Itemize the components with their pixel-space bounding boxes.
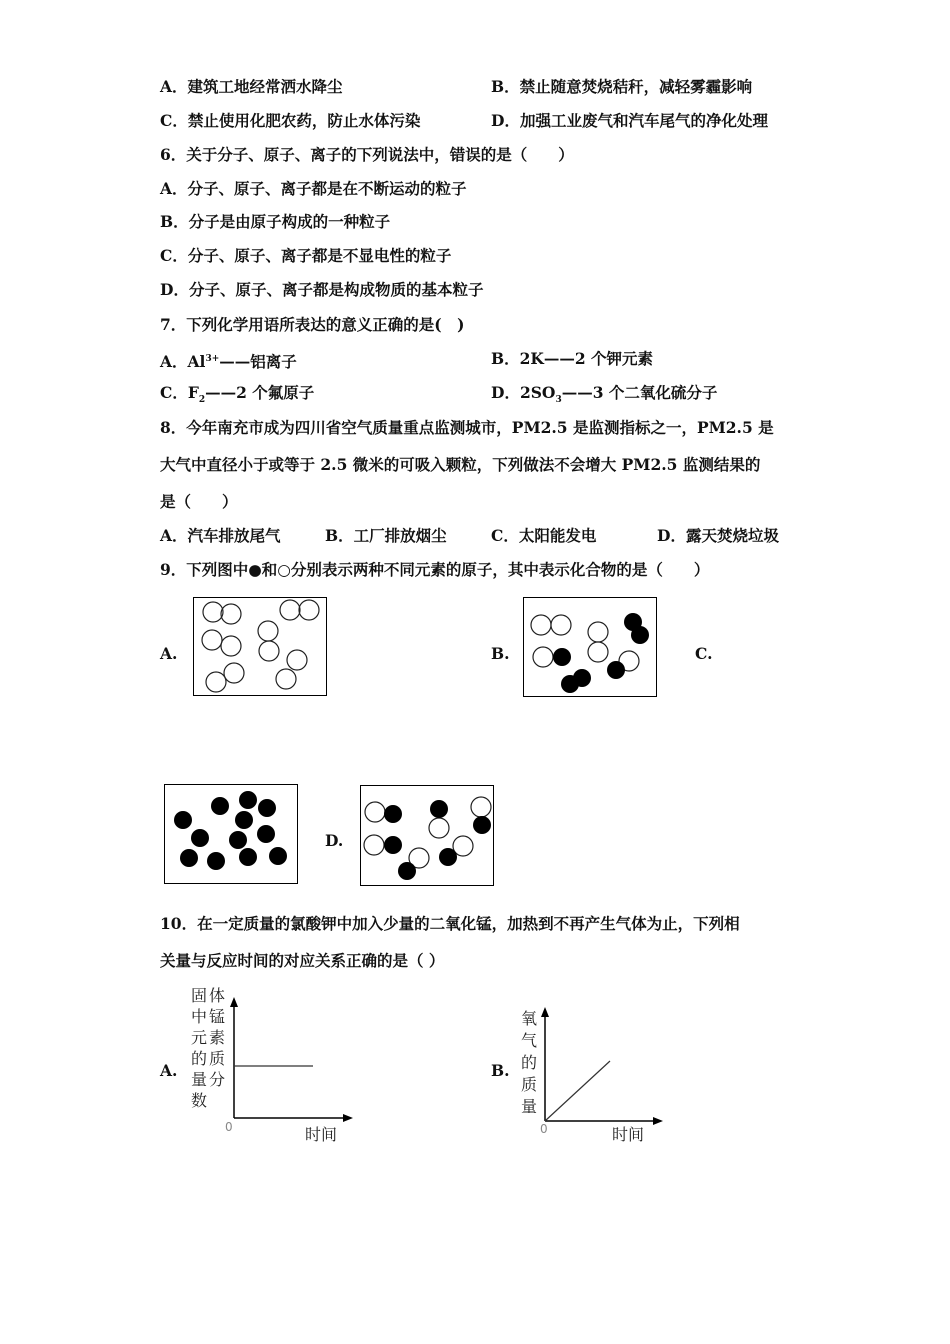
q6-option-c: C．分子、原子、离子都是不显电性的粒子 — [160, 246, 452, 265]
q6-option-d: D．分子、原子、离子都是构成物质的基本粒子 — [160, 280, 484, 299]
diagram-c — [164, 784, 299, 885]
q10-line2: 关量与反应时间的对应关系正确的是（ ） — [160, 951, 445, 970]
diagram-d — [360, 785, 495, 887]
graph-b-xlabel: 时间 — [612, 1125, 645, 1144]
q10-label-a: A. — [160, 1061, 178, 1080]
q5-option-c: C．禁止使用化肥农药，防止水体污染 — [160, 111, 421, 130]
charge: 3+ — [205, 354, 220, 364]
graph-a-axes — [225, 995, 360, 1125]
text: ——铝离子 — [219, 352, 297, 372]
graph-b-origin: 0 — [540, 1122, 548, 1136]
graph-b-axes — [540, 1005, 670, 1125]
q9-label-b: B. — [491, 644, 510, 663]
q7-option-d — [491, 383, 717, 410]
q8-option-a: A．汽车排放尾气 — [160, 526, 281, 545]
diagram-b — [523, 597, 658, 698]
q9-label-c: C. — [695, 644, 713, 663]
q7-stem: 7．下列化学用语所表达的意义正确的是( ) — [160, 315, 465, 334]
q6-stem: 6．关于分子、原子、离子的下列说法中，错误的是（ ） — [160, 145, 574, 164]
text: D．2SO — [491, 383, 556, 402]
q8-option-c: C．太阳能发电 — [491, 526, 597, 545]
graph-b-ylabel: 氧气的质量 — [521, 1009, 538, 1116]
q10-label-b: B. — [491, 1061, 510, 1080]
q9-label-d: D. — [325, 831, 344, 850]
q8-line3: 是（ ） — [160, 492, 238, 511]
q10-line1: 10．在一定质量的氯酸钾中加入少量的二氧化锰，加热到不再产生气体为止，下列相 — [160, 914, 740, 933]
text: C．F — [160, 383, 199, 402]
q5-option-d: D．加强工业废气和汽车尾气的净化处理 — [491, 111, 768, 130]
q8-option-d: D．露天焚烧垃圾 — [657, 526, 779, 545]
text: A．Al — [160, 352, 206, 372]
q9-stem: 9．下列图中●和○分别表示两种不同元素的原子，其中表示化合物的是（ ） — [160, 560, 710, 579]
q8-line2: 大气中直径小于或等于 2.5 微米的可吸入颗粒，下列做法不会增大 PM2.5 监测结果的 — [160, 455, 761, 474]
q5-option-a: A．建筑工地经常洒水降尘 — [160, 77, 343, 96]
text: ——2 个氟原子 — [205, 383, 315, 402]
subscript: 3 — [555, 395, 562, 406]
q8-line1: 8．今年南充市成为四川省空气质量重点监测城市，PM2.5 是监测指标之一，PM2.5 是 — [160, 418, 774, 437]
q9-label-a: A. — [160, 644, 178, 663]
text: ——3 个二氧化硫分子 — [561, 383, 718, 402]
q7-option-a — [160, 349, 297, 372]
q7-option-c — [160, 383, 314, 410]
q6-option-a: A．分子、原子、离子都是在不断运动的粒子 — [160, 179, 467, 198]
graph-a-xlabel: 时间 — [305, 1125, 338, 1144]
q8-option-b: B．工厂排放烟尘 — [325, 526, 447, 545]
q7-option-b: B．2K——2 个钾元素 — [491, 349, 654, 368]
q6-option-b: B．分子是由原子构成的一种粒子 — [160, 212, 391, 231]
q5-option-b: B．禁止随意焚烧秸秆，减轻雾霾影响 — [491, 77, 753, 96]
graph-a-ylabel-col1: 固中元的量数 — [191, 986, 208, 1110]
graph-a-ylabel-col2: 体锰素质分 — [209, 986, 226, 1089]
graph-a-origin: 0 — [225, 1120, 233, 1134]
diagram-a — [193, 597, 328, 697]
subscript: 2 — [198, 395, 206, 406]
